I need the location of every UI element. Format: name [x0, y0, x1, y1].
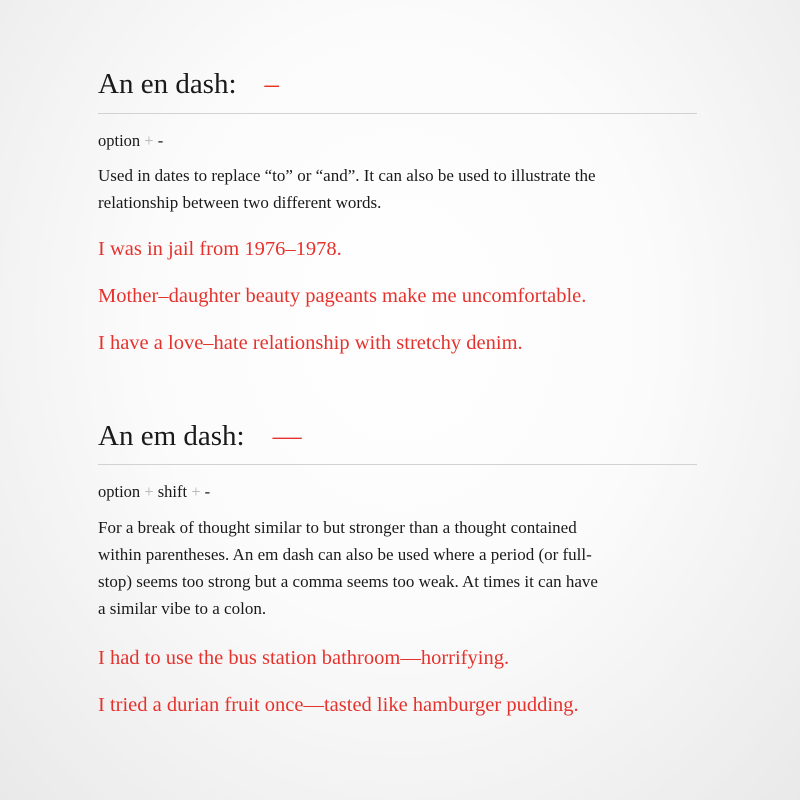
plus-separator: + [144, 131, 154, 150]
example-sentence: I was in jail from 1976–1978. [98, 238, 342, 260]
description-line: For a break of thought similar to but stronger than a thought contained [98, 518, 577, 537]
plus-separator: + [191, 482, 201, 501]
description-line: within parentheses. An em dash can also be used where a period (or full- [98, 545, 592, 564]
description-line: Used in dates to replace “to” or “and”. It can also be used to illustrate the [98, 166, 596, 185]
example-sentence: I have a love–hate relationship with stretchy denim. [98, 332, 523, 354]
description-line: stop) seems too strong but a comma seems too weak. At times it can have [98, 572, 598, 591]
description-line: relationship between two different words. [98, 193, 382, 212]
en-dash-heading [98, 67, 279, 101]
description-line: a similar vibe to a colon. [98, 599, 267, 618]
example-sentence: Mother–daughter beauty pageants make me uncomfortable. [98, 285, 587, 307]
em-dash-heading [98, 419, 302, 453]
en-dash-shortcut [98, 131, 163, 151]
heading-title: An en dash: [98, 68, 237, 100]
key: - [204, 482, 211, 501]
en-dash-glyph: – [264, 68, 280, 100]
example-sentence: I tried a durian fruit once—tasted like hamburger pudding. [98, 694, 579, 716]
heading-title: An em dash: [98, 420, 245, 452]
plus-separator: + [144, 482, 154, 501]
key: option [98, 482, 141, 501]
em-dash-description [98, 514, 598, 622]
example-sentence: I had to use the bus station bathroom—horrifying. [98, 647, 510, 669]
key: option [98, 131, 141, 150]
em-dash-glyph: — [272, 420, 302, 452]
key: - [157, 131, 164, 150]
en-dash-description [98, 162, 596, 216]
key: shift [157, 482, 188, 501]
divider [98, 113, 697, 114]
em-dash-shortcut [98, 482, 210, 502]
divider [98, 464, 697, 465]
